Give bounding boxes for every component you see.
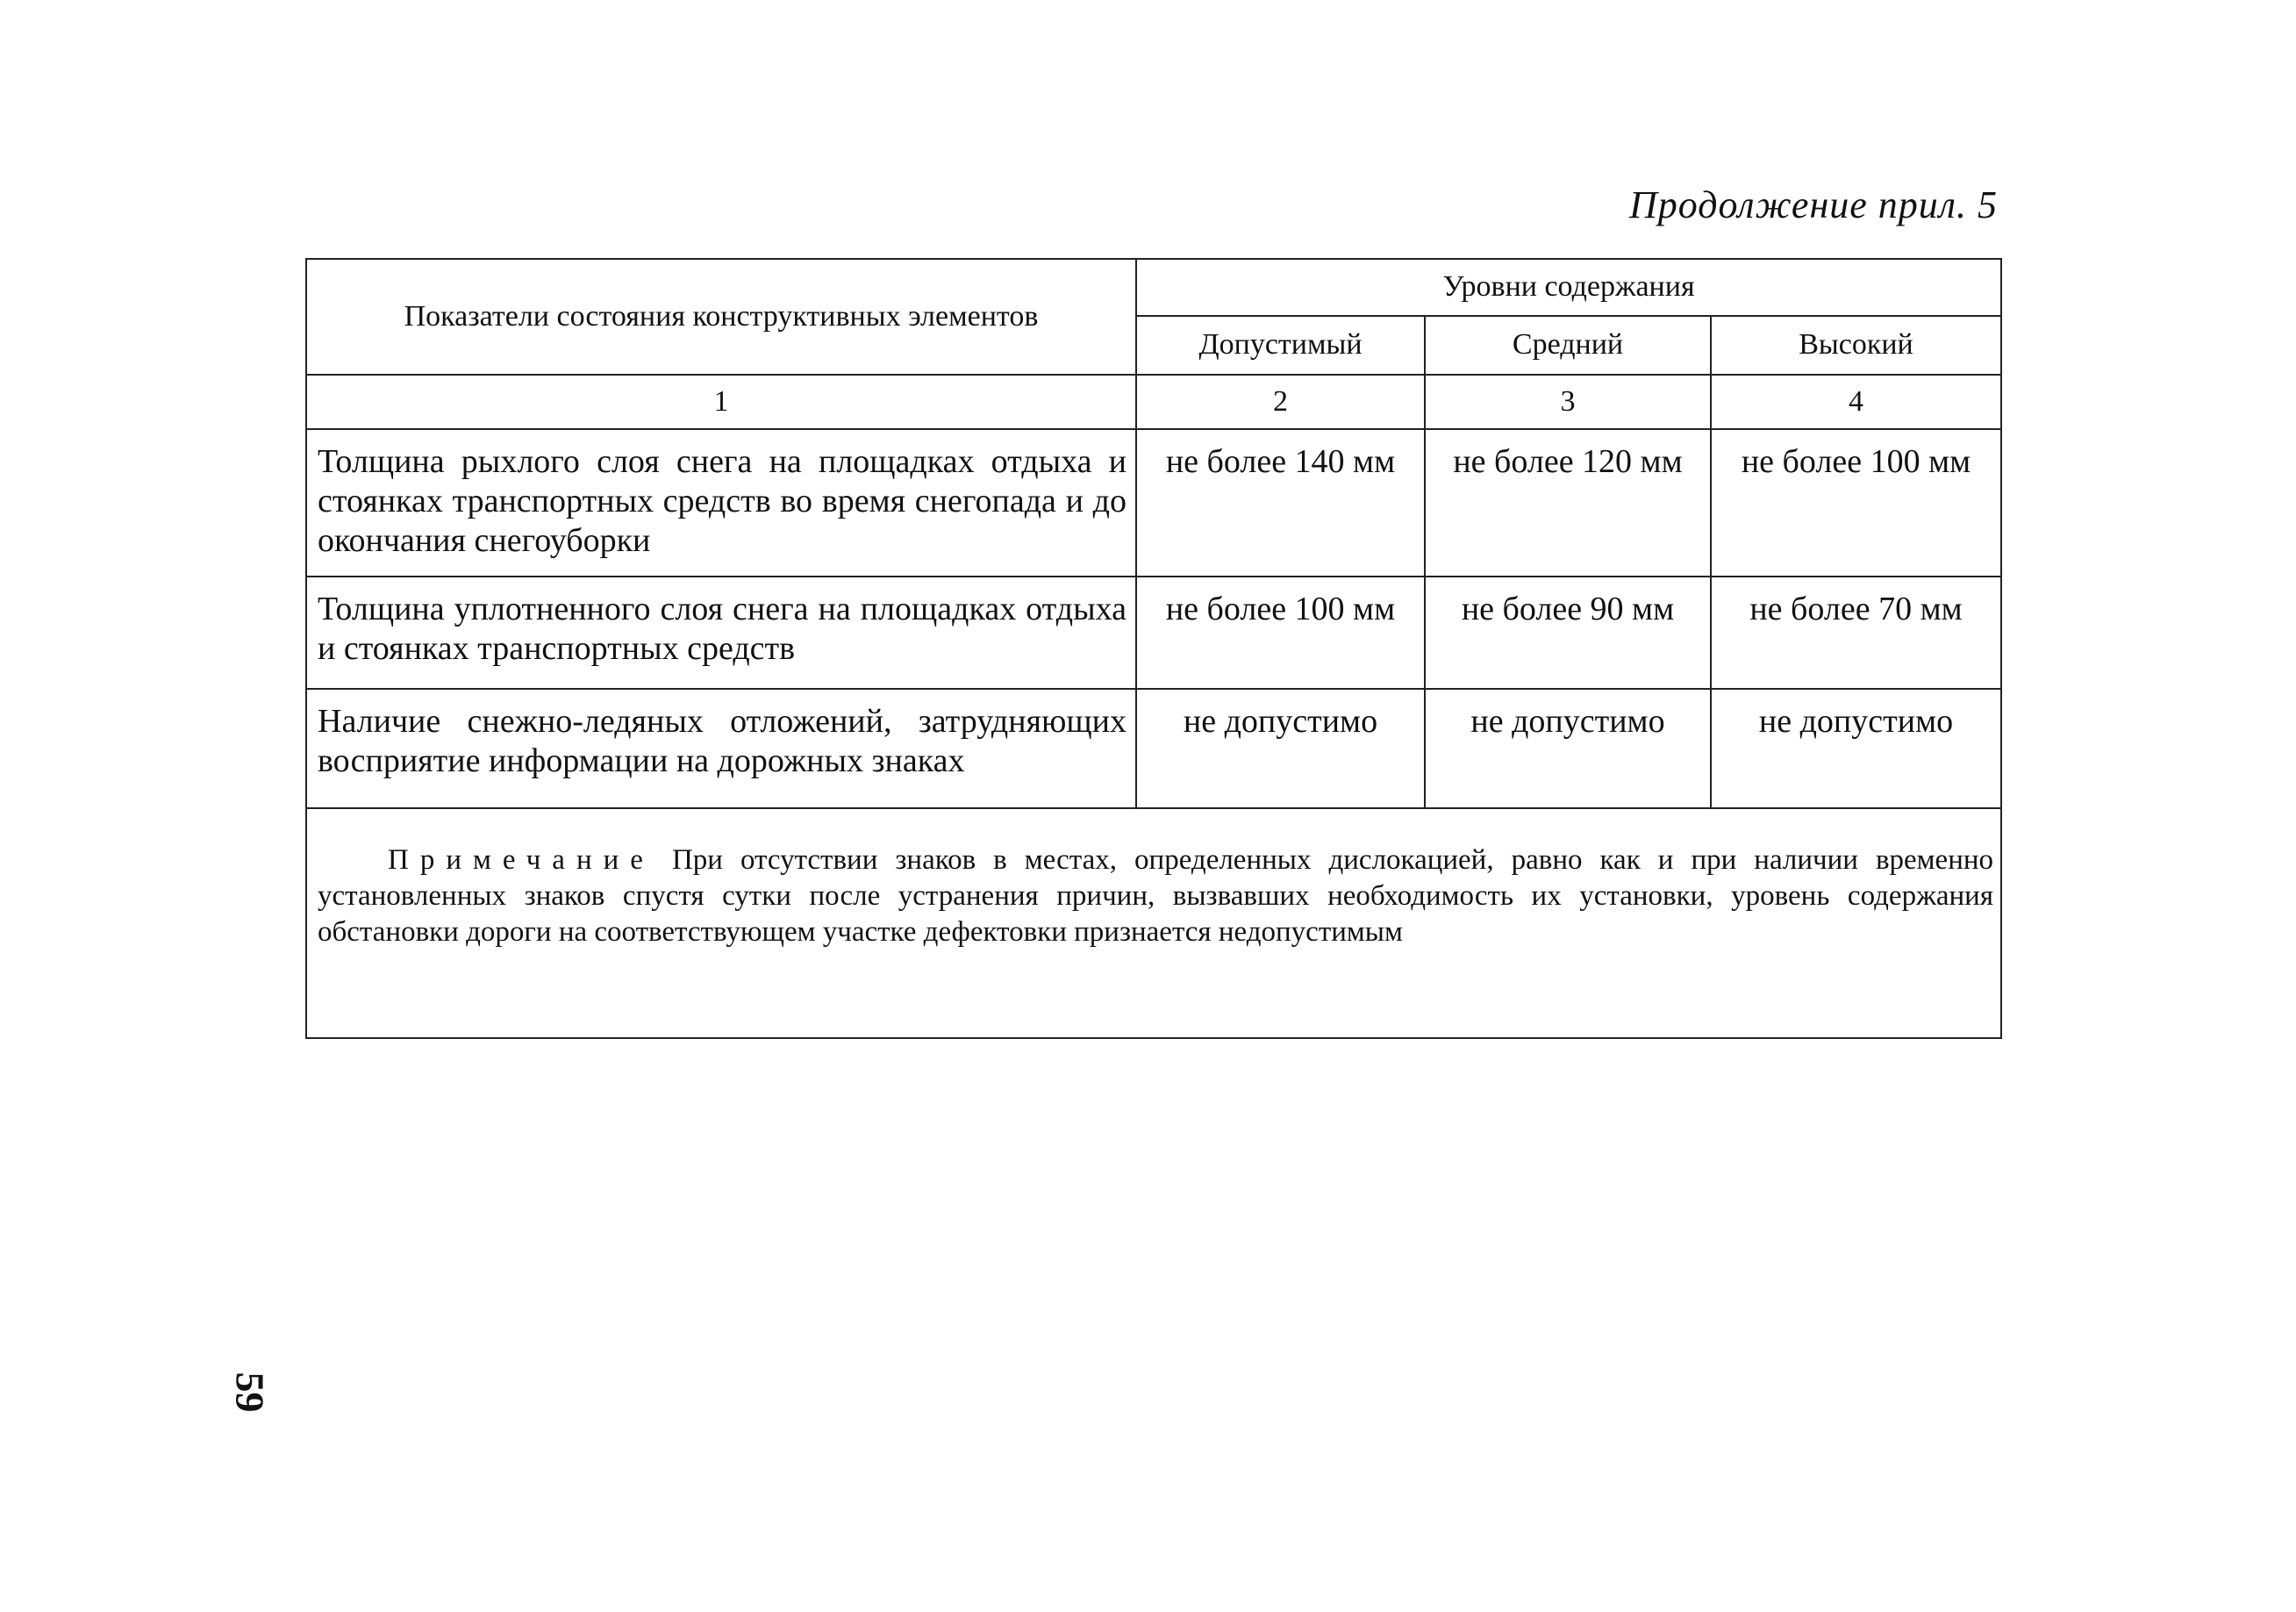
value-high: не более 70 мм [1711, 577, 2001, 689]
table-note [306, 808, 2001, 1038]
note-label: Примечание [388, 844, 654, 876]
table-row [306, 577, 2001, 689]
column-number: 3 [1425, 375, 1711, 429]
page-number: 59 [227, 1372, 273, 1413]
table-row [306, 689, 2001, 808]
value-acceptable: не более 100 мм [1136, 577, 1425, 689]
levels-group-header: Уровни содержания [1136, 259, 2001, 316]
column-number: 4 [1711, 375, 2001, 429]
param-column-header: Показатели состояния конструктивных элементов [306, 259, 1136, 375]
column-number: 1 [306, 375, 1136, 429]
value-acceptable: не более 140 мм [1136, 429, 1425, 577]
level-header-high: Высокий [1711, 316, 2001, 375]
row-parameter: Наличие снежно-ледяных отложений, затрудняющих восприятие информации на дорожных знаках [306, 689, 1136, 808]
row-parameter: Толщина рыхлого слоя снега на площадках отдыха и стоянках транспортных средств во время снегопада и до окончания снегоуборки [306, 429, 1136, 577]
value-acceptable: не допустимо [1136, 689, 1425, 808]
value-high: не допустимо [1711, 689, 2001, 808]
value-medium: не более 90 мм [1425, 577, 1711, 689]
value-high: не более 100 мм [1711, 429, 2001, 577]
note-row [306, 808, 2001, 1038]
maintenance-levels-table [305, 258, 2002, 1039]
value-medium: не допустимо [1425, 689, 1711, 808]
note-text: При отсутствии знаков в местах, определенных дислокацией, равно как и при наличии временно установленных знаков спустя сутки после устранения причин, вызвавших необходимость их установки, уровень содержания обстановки дороги на соответствующем участке дефектовки признается недопустимым [318, 844, 1994, 948]
continuation-heading: Продолжение прил. 5 [1629, 183, 1998, 226]
column-number-row [306, 375, 2001, 429]
value-medium: не более 120 мм [1425, 429, 1711, 577]
column-number: 2 [1136, 375, 1425, 429]
row-parameter: Толщина уплотненного слоя снега на площадках отдыха и стоянках транспортных средств [306, 577, 1136, 689]
level-header-medium: Средний [1425, 316, 1711, 375]
level-header-acceptable: Допустимый [1136, 316, 1425, 375]
table-row [306, 429, 2001, 577]
